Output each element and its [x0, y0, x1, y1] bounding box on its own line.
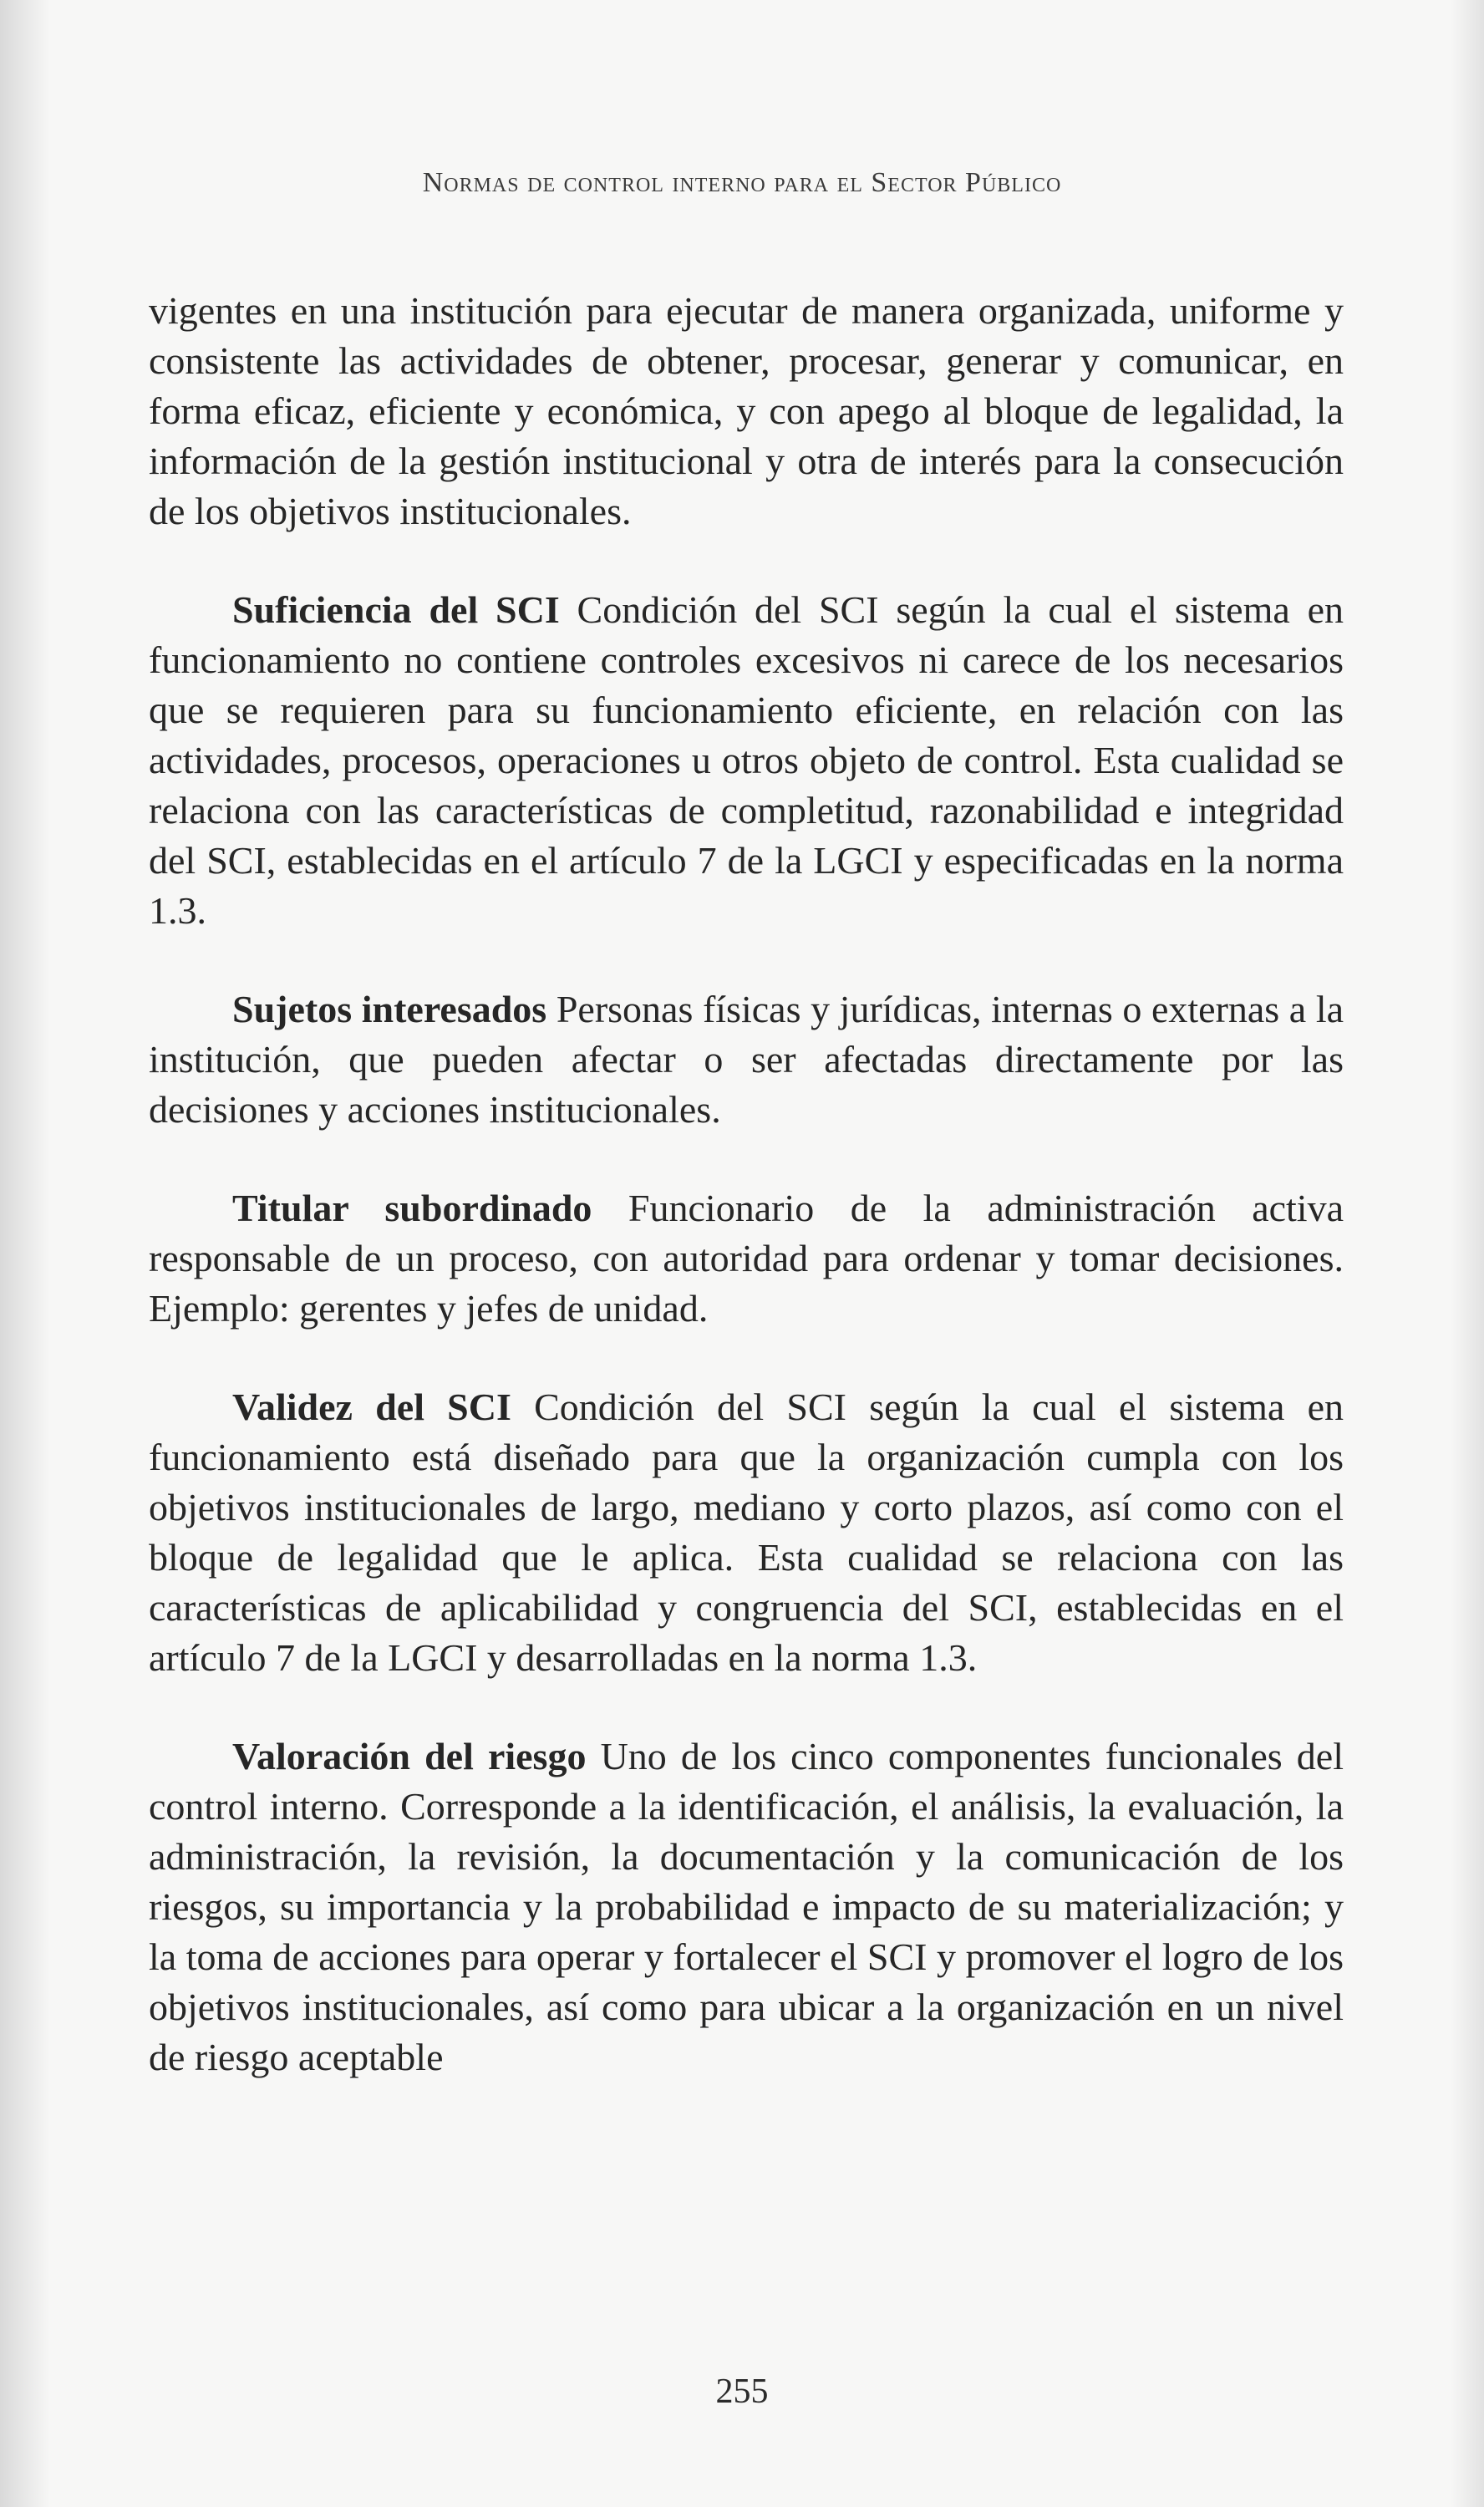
glossary-definition: Uno de los cinco componentes funcionales del control interno. Corresponde a la identificación, el análisis, la evaluación, la administración, la revisión, la documentación y la comunicación de los riesgos, su importancia y la probabilidad e impacto de su materialización; y la toma de acciones para operar y fortalecer el SCI y promover el logro de los objetivos institucionales, así como para ubicar a la organización en un nivel de riesgo aceptable — [149, 1735, 1344, 2078]
glossary-term: Validez del SCI — [232, 1386, 511, 1428]
page-edge-shadow-left — [0, 0, 50, 2507]
glossary-entry-sujetos — [149, 984, 1344, 1135]
glossary-entry-validez — [149, 1382, 1344, 1683]
glossary-body — [149, 286, 1344, 2131]
glossary-definition: Condición del SCI según la cual el sistema en funcionamiento no contiene controles excesivos ni carece de los necesarios que se requieren para su funcionamiento eficiente, en relación con las actividades, procesos, operaciones u otros objeto de control. Esta cualidad se relaciona con las características de completitud, razonabilidad e integridad del SCI, establecidas en el artículo 7 de la LGCI y especificadas en la norma 1.3. — [149, 588, 1344, 932]
glossary-definition: Condición del SCI según la cual el sistema en funcionamiento está diseñado para que la organización cumpla con los objetivos institucionales de largo, mediano y corto plazos, así como con el bloque de legalidad que le aplica. Esta cualidad se relaciona con las características de aplicabilidad y congruencia del SCI, establecidas en el artículo 7 de la LGCI y desarrolladas en la norma 1.3. — [149, 1386, 1344, 1679]
glossary-term: Sujetos interesados — [232, 988, 547, 1030]
glossary-term: Titular subordinado — [232, 1187, 592, 1229]
glossary-entry-valoracion — [149, 1732, 1344, 2082]
page-edge-shadow-right — [1451, 0, 1484, 2507]
glossary-entry-titular — [149, 1183, 1344, 1334]
glossary-entry-suficiencia — [149, 585, 1344, 936]
glossary-definition: Funcionario de la administración activa responsable de un proceso, con autoridad para ordenar y tomar decisiones. Ejemplo: gerentes y jefes de unidad. — [149, 1187, 1344, 1330]
glossary-definition: Personas físicas y jurídicas, internas o externas a la institución, que pueden afectar o ser afectadas directamente por las decisiones y acciones institucionales. — [149, 988, 1344, 1131]
continuation-paragraph: vigentes en una institución para ejecutar de manera organizada, uniforme y consistente las actividades de obtener, procesar, generar y comunicar, en forma eficaz, eficiente y económica, y con apego al bloque de legalidad, la información de la gestión institucional y otra de interés para la consecución de los objetivos institucionales. — [149, 289, 1344, 532]
page-number: 255 — [715, 2372, 769, 2411]
running-header: Normas de control interno para el Sector Público — [422, 167, 1062, 198]
glossary-term: Valoración del riesgo — [232, 1735, 587, 1777]
glossary-term: Suficiencia del SCI — [232, 588, 560, 631]
